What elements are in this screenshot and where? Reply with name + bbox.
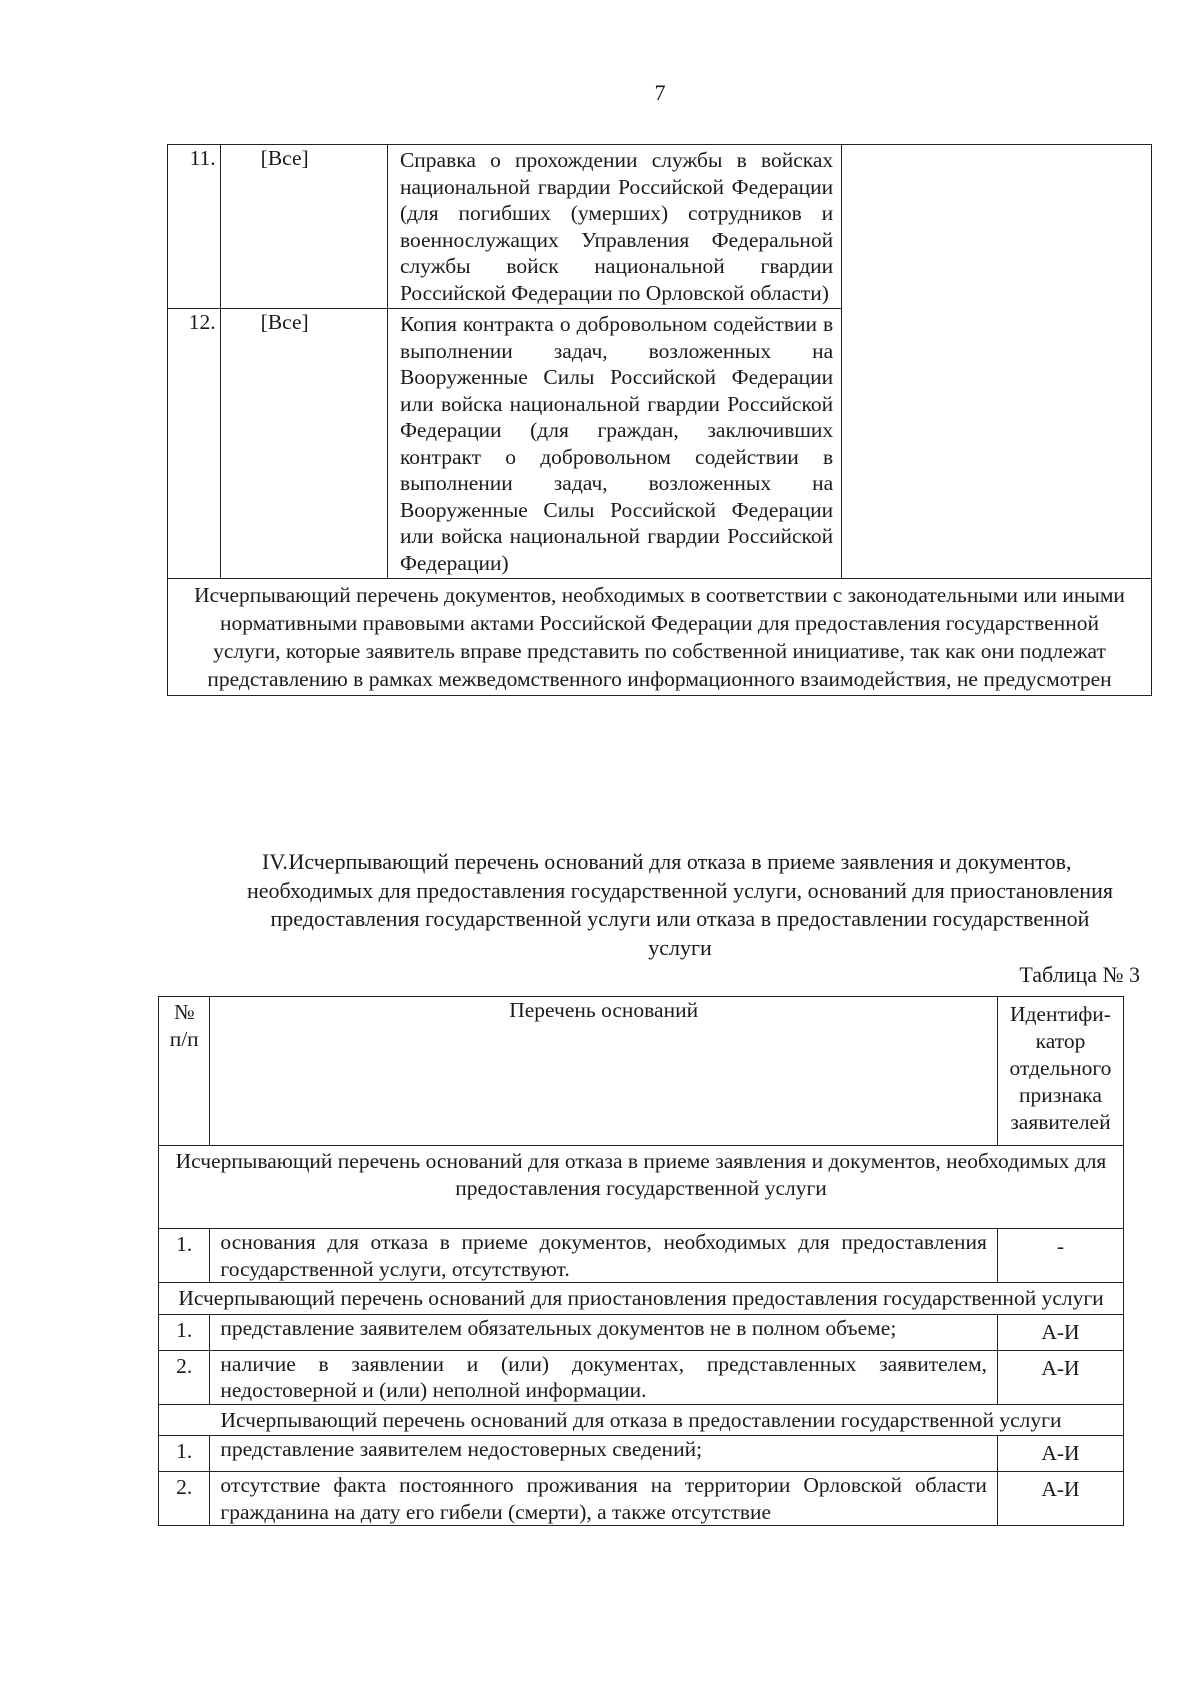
row-number: 2. <box>159 1472 210 1526</box>
group-title: Исчерпывающий перечень оснований для отказа в предоставлении государственной услуги <box>159 1404 1124 1436</box>
row-number: 1. <box>159 1229 210 1283</box>
table-footer-row <box>168 579 1152 696</box>
table-header-row <box>159 997 1124 1146</box>
group-title-row <box>159 1146 1124 1229</box>
table-row <box>168 145 1152 309</box>
row-identifier: А-И <box>997 1350 1123 1404</box>
documents-table-continuation <box>167 144 1152 696</box>
header-identifier: Идентифи-катор отдельного признака заявителей <box>997 997 1123 1146</box>
table-row <box>159 1229 1124 1283</box>
section-number: IV. <box>262 849 288 874</box>
page-number: 7 <box>654 80 666 105</box>
row-empty-cell <box>842 145 1152 579</box>
row-text: представление заявителем недостоверных сведений; <box>210 1436 998 1472</box>
header-reasons: Перечень оснований <box>210 997 998 1146</box>
row-category: [Все] <box>220 309 387 579</box>
section-heading <box>240 848 1120 962</box>
header-num: № п/п <box>159 997 210 1146</box>
table-row <box>159 1314 1124 1350</box>
row-number: 2. <box>159 1350 210 1404</box>
group-title-row <box>159 1404 1124 1436</box>
row-number: 1. <box>159 1314 210 1350</box>
row-identifier: А-И <box>997 1472 1123 1526</box>
row-document: Справка о прохождении службы в войсках национальной гвардии Российской Федерации (для погибших (умерших) сотрудников и военнослужащих Управления Федеральной службы войск национальной гвардии Российской Федерации по Орловской области) <box>387 145 841 309</box>
table-row <box>159 1350 1124 1404</box>
row-identifier: А-И <box>997 1436 1123 1472</box>
row-category: [Все] <box>220 145 387 309</box>
grounds-table <box>158 996 1124 1526</box>
row-text: представление заявителем обязательных документов не в полном объеме; <box>210 1314 998 1350</box>
table-row <box>159 1436 1124 1472</box>
documents-footer-note: Исчерпывающий перечень документов, необходимых в соответствии с законодательными или иными нормативными правовыми актами Российской Федерации для предоставления государственной услуги, которые заявитель вправе представить по собственной инициативе, так как они подлежат представлению в рамках межведомственного информационного взаимодействия, не предусмотрен <box>168 579 1152 696</box>
row-number: 12. <box>168 309 221 579</box>
row-text: наличие в заявлении и (или) документах, представленных заявителем, недостоверной и (или) неполной информации. <box>210 1350 998 1404</box>
row-number: 11. <box>168 145 221 309</box>
group-title: Исчерпывающий перечень оснований для отказа в приеме заявления и документов, необходимых для предоставления государственной услуги <box>159 1146 1124 1229</box>
table-label: Таблица № 3 <box>1019 962 1140 987</box>
row-identifier: - <box>997 1229 1123 1283</box>
row-number: 1. <box>159 1436 210 1472</box>
section-title: Исчерпывающий перечень оснований для отказа в приеме заявления и документов, необходимых для предоставления государственной услуги, оснований для приостановления предоставления государственной услуги или отказа в предоставлении государственной услуги <box>247 849 1113 960</box>
row-text: основания для отказа в приеме документов, необходимых для предоставления государственной услуги, отсутствуют. <box>210 1229 998 1283</box>
table-row <box>159 1472 1124 1526</box>
row-identifier: А-И <box>997 1314 1123 1350</box>
group-title: Исчерпывающий перечень оснований для приостановления предоставления государственной услуги <box>159 1283 1124 1315</box>
row-text: отсутствие факта постоянного проживания на территории Орловской области гражданина на дату его гибели (смерти), а также отсутствие <box>210 1472 998 1526</box>
row-document: Копия контракта о добровольном содействии в выполнении задач, возложенных на Вооруженные Силы Российской Федерации или войска национальной гвардии Российской Федерации (для граждан, заключивших контракт о добровольном содействии в выполнении задач, возложенных на Вооруженные Силы Российской Федерации или войска национальной гвардии Российской Федерации) <box>387 309 841 579</box>
group-title-row <box>159 1283 1124 1315</box>
